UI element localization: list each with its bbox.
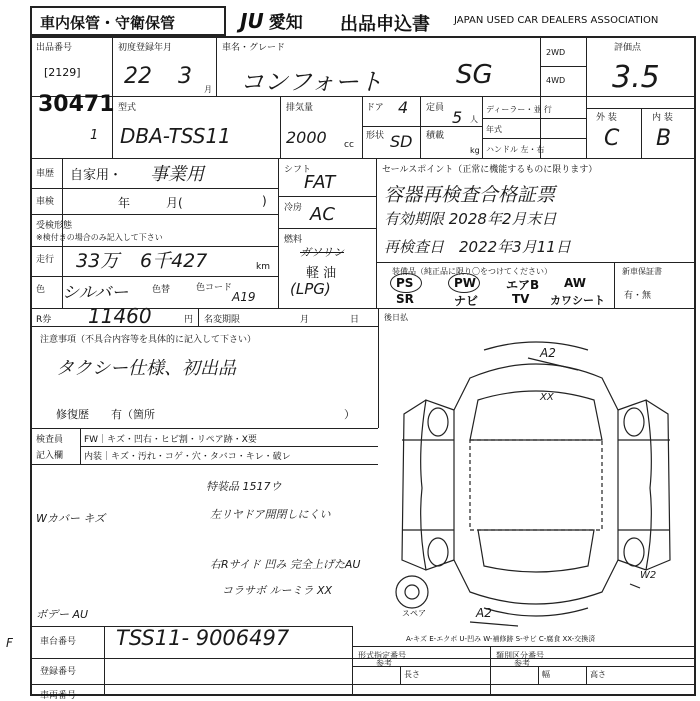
- equipment-label: 装備品（純正品に限り〇をつけてください）: [392, 267, 552, 276]
- entry-label: 記入欄: [36, 451, 64, 461]
- equipment-circle-mark: [390, 273, 422, 293]
- name-change-day: 日: [350, 315, 360, 325]
- note-special-2: 左リヤドア開閉しにくい: [210, 508, 331, 521]
- length-label: 長さ: [404, 670, 420, 679]
- lot-sub-number: [2129]: [44, 66, 81, 79]
- ju-logo-mark: JU: [240, 9, 264, 33]
- km-unit: km: [256, 262, 270, 272]
- name-change-month: 月: [300, 315, 310, 325]
- form-type-ref: 参考: [376, 659, 392, 668]
- dealer-label: ディーラー・並 行: [486, 105, 552, 114]
- margin-mark: F: [6, 636, 13, 650]
- sales-point-label: セールスポイント（正常に機能するものに限ります）: [382, 165, 598, 175]
- fuel-struck: ガソリン: [300, 246, 344, 259]
- r-ticket-value: 11460: [88, 304, 152, 328]
- inspection-ym: 年 月(: [118, 196, 183, 210]
- ju-logo-text: 愛知: [268, 13, 303, 33]
- door-label: ドア: [366, 103, 384, 113]
- repair-history-close: ）: [344, 408, 355, 421]
- drive-2wd-label: 2WD: [546, 48, 566, 57]
- note-special-1: 特装品 1517ウ: [206, 480, 282, 493]
- storage-badge-text: 車内保管・守衛保管: [40, 14, 176, 32]
- handle-label: ハンドル 左・右: [486, 145, 545, 154]
- receipt-note: ※検付きの場合のみ記入して下さい: [36, 233, 163, 242]
- association-name: JAPAN USED CAR DEALERS ASSOCIATION: [454, 15, 659, 26]
- diagram-a2-bottom: A2: [476, 606, 492, 620]
- note-right-2: コラサボ ルーミラ XX: [222, 584, 333, 597]
- model-code-value: DBA-TSS11: [120, 124, 231, 148]
- equipment-item: PW: [454, 276, 477, 290]
- sales-line-1: 容器再検査合格証票: [384, 184, 556, 206]
- lot-number: 30471: [38, 92, 115, 117]
- mileage-man: 33万: [76, 250, 120, 272]
- capacity-value: 5: [452, 108, 463, 127]
- lot-no-label: 出品番号: [36, 43, 73, 53]
- interior-label: 内 装: [652, 113, 673, 123]
- equipment-item: SR: [396, 292, 414, 306]
- spare-label: スペア: [402, 609, 426, 618]
- exterior-grade: C: [604, 126, 620, 151]
- car-diagram: [378, 330, 694, 630]
- ju-logo: [240, 8, 303, 33]
- mileage-rest: 6千427: [140, 250, 208, 272]
- storage-badge: [30, 6, 226, 36]
- model-code-label: 型式: [118, 103, 137, 113]
- yen-unit: 円: [184, 315, 194, 325]
- class-no-label: 類別区分番号: [496, 651, 544, 660]
- form-type-label: 形式指定番号: [358, 651, 406, 660]
- receipt-label: 受検形態: [36, 221, 73, 231]
- note-left-bottom: ボデー AU: [36, 608, 89, 621]
- model-grade-label: 車名・グレード: [222, 43, 286, 53]
- equipment-item: エアB: [506, 278, 540, 292]
- drive-4wd-label: 4WD: [546, 76, 566, 85]
- new-car-warranty-label: 新車保証書: [622, 267, 662, 276]
- interior-grade: B: [656, 126, 672, 151]
- fw-row: FW｜キズ・凹右・ヒビ割・リペア跡・X要: [84, 435, 257, 445]
- equipment-circle-mark: [448, 273, 480, 293]
- lot-check-mark: 1: [90, 128, 99, 143]
- equipment-item: TV: [512, 292, 530, 306]
- width-label: 幅: [542, 670, 550, 679]
- equipment-item: カワシート: [550, 294, 605, 307]
- history-label: 車歴: [36, 169, 55, 179]
- door-value: 4: [398, 98, 409, 117]
- diagram-xx: XX: [540, 392, 554, 403]
- shape-label: 形状: [366, 131, 385, 141]
- class-no-ref: 参考: [514, 659, 530, 668]
- diagram-a2-top: A2: [540, 346, 556, 360]
- history-options: 自家用・: [70, 168, 123, 183]
- shape-value: SD: [390, 132, 413, 151]
- aircon-label: 冷房: [284, 203, 303, 213]
- exterior-label: 外 装: [596, 113, 617, 123]
- reg-no-label: 登録番号: [40, 667, 77, 677]
- first-reg-month-suffix: 月: [204, 85, 212, 94]
- equipment-grid: [382, 276, 612, 306]
- cc-unit: cc: [344, 140, 354, 150]
- fuel-sub: (LPG): [290, 280, 331, 298]
- note-right-1: 右Rサイド 凹み 完全上げたAU: [210, 558, 361, 571]
- equipment-item: ナビ: [454, 294, 479, 308]
- new-car-warranty-value: 有・無: [624, 291, 652, 301]
- inspection-close: ): [262, 194, 267, 208]
- first-reg-month: 3: [178, 64, 192, 89]
- year-type-label: 年式: [486, 125, 502, 134]
- color-code-label: 色コード: [196, 283, 233, 293]
- equipment-item: PS: [396, 276, 414, 290]
- sales-line-2: 有効期限 2028年2月末日: [384, 210, 557, 228]
- fuel-main: 軽 油: [306, 266, 337, 281]
- color-label: 色: [36, 285, 46, 295]
- shift-label: シフト: [284, 165, 312, 175]
- fuel-label: 燃料: [284, 235, 303, 245]
- chassis-no-label: 車台番号: [40, 637, 77, 647]
- color-code-value: A19: [232, 290, 256, 304]
- inspector-label: 検査員: [36, 435, 64, 445]
- first-reg-label: 初度登録年月: [118, 43, 173, 53]
- aircon-value: AC: [310, 204, 335, 225]
- model-name: コンフォート: [240, 68, 383, 96]
- height-label: 高さ: [590, 670, 606, 679]
- name-change-label: 名変期限: [204, 315, 241, 325]
- chassis-no-value: TSS11- 9006497: [116, 626, 290, 650]
- kg-unit: kg: [470, 146, 480, 155]
- remarks-value: タクシー仕様、初出品: [56, 358, 236, 379]
- later-fitted-label: 後日払: [384, 313, 408, 322]
- rating-label: 評価点: [614, 43, 642, 53]
- grade-value: SG: [456, 60, 493, 90]
- equipment-item: AW: [564, 276, 586, 290]
- person-unit: 人: [470, 115, 478, 124]
- r-ticket-label: R券: [36, 315, 52, 325]
- history-value: 事業用: [150, 164, 204, 185]
- displacement-label: 排気量: [286, 103, 314, 113]
- attention-label: 注意事項（不具合内容等を具体的に記入して下さい）: [40, 335, 257, 345]
- sales-line-3: 再検査日 2022年3月11日: [384, 238, 571, 256]
- inspection-label: 車検: [36, 197, 55, 207]
- car-plate-label: 車両番号: [40, 691, 77, 701]
- load-label: 積載: [426, 131, 445, 141]
- recolor-label: 色替: [152, 285, 171, 295]
- sheet-title: 出品申込書: [340, 14, 430, 35]
- interior-row: 内装｜キズ・汚れ・コゲ・穴・タバコ・キレ・破レ: [84, 452, 291, 462]
- first-reg-year: 22: [124, 64, 152, 89]
- shift-value: FAT: [304, 172, 336, 193]
- capacity-label: 定員: [426, 103, 445, 113]
- note-body: Wカバー キズ: [36, 512, 106, 525]
- diagram-w2: W2: [640, 570, 657, 581]
- mileage-label: 走行: [36, 255, 55, 265]
- rating-value: 3.5: [612, 60, 660, 95]
- damage-legend: A-キズ E-エクボ U-凹み W-補修跡 S-サビ C-腐食 XX-交換済: [406, 635, 596, 643]
- repair-history-label: 修復歴 有（箇所: [56, 408, 155, 421]
- color-value: シルバー: [62, 283, 129, 303]
- displacement-value: 2000: [286, 128, 327, 147]
